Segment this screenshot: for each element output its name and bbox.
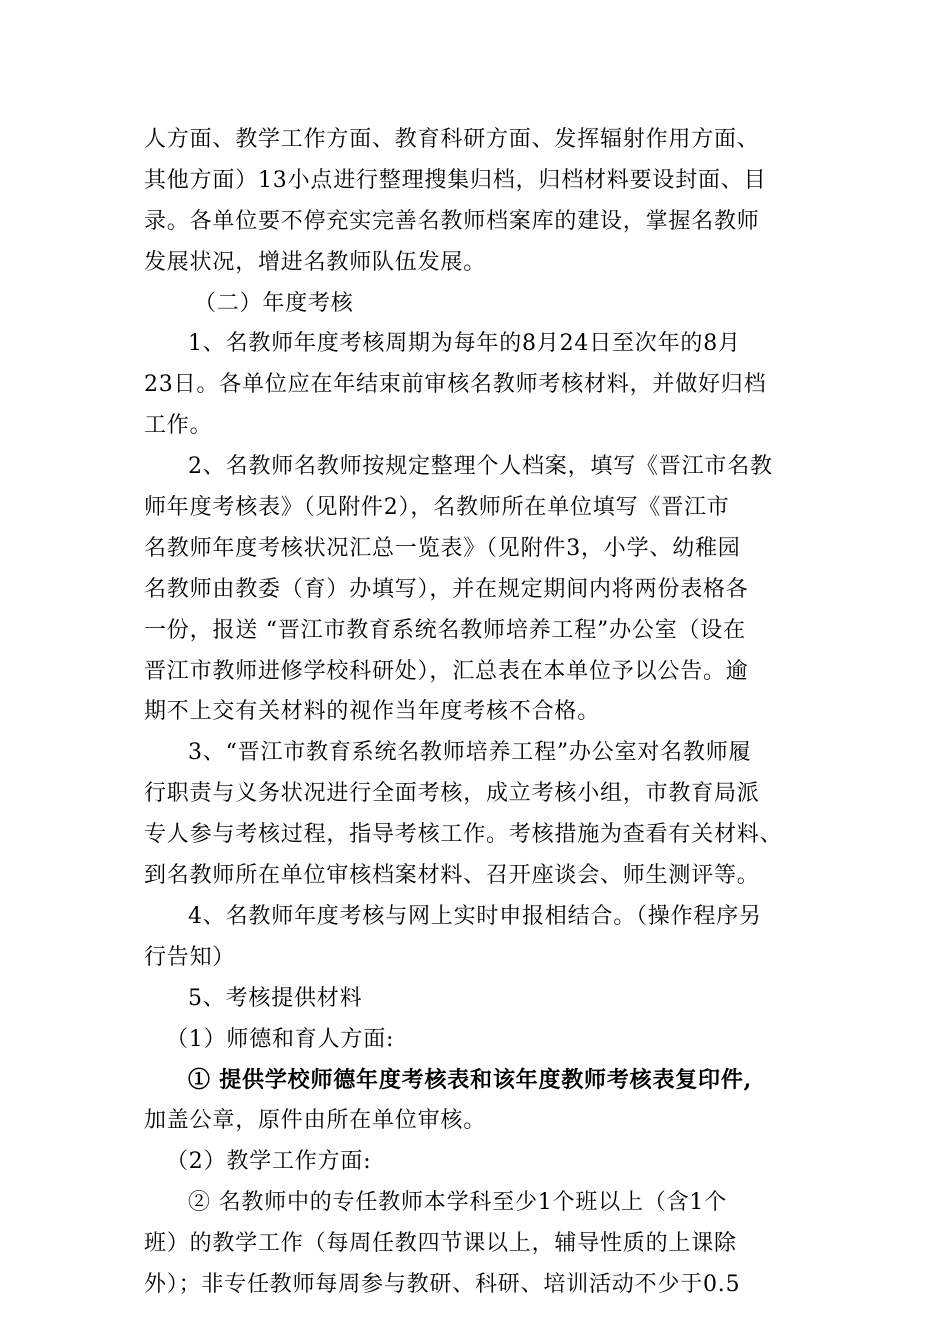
text-line: 名教师年度考核状况汇总一览表》（见附件3，小学、幼稚园 [144, 535, 741, 561]
text-line: 名教师由教委（育）办填写），并在规定期间内将两份表格各 [144, 576, 749, 602]
text-line: 外）；非专任教师每周参与教研、科研、培训活动不少于0.5 [144, 1271, 741, 1297]
text-line: 4、名教师年度考核与网上实时申报相结合。（操作程序另 [188, 903, 762, 929]
text-line: 其他方面）13小点进行整理搜集归档，归档材料要设封面、目 [144, 167, 767, 193]
text-line: 班）的教学工作（每周任教四节课以上，辅导性质的上课除 [144, 1231, 737, 1257]
text-line: 加盖公章，原件由所在单位审核。 [144, 1108, 487, 1134]
text-line: 晋江市教师进修学校科研处），汇总表在本单位予以公告。逾 [144, 658, 749, 684]
text-line: 工作。 [144, 413, 213, 439]
text-line: 行告知） [144, 944, 236, 970]
text-line: 23日。各单位应在年结束前审核名教师考核材料，并做好归档 [144, 372, 767, 398]
section-heading: （二）年度考核 [194, 290, 354, 316]
text-line: 行职责与义务状况进行全面考核，成立考核小组，市教育局派 [144, 781, 760, 807]
text-line: 专人参与考核过程，指导考核工作。考核措施为查看有关材料、 [144, 822, 783, 848]
text-line: 录。各单位要不停充实完善名教师档案库的建设，掌握名教师 [144, 208, 760, 234]
text-line: ② 名教师中的专任教师本学科至少1个班以上（含1个 [188, 1190, 727, 1216]
text-line: 师年度考核表》（见附件2），名教师所在单位填写《晋江市 [144, 495, 730, 521]
text-line: 1、名教师年度考核周期为每年的8月24日至次年的8月 [188, 331, 741, 357]
text-line: 3、“晋江市教育系统名教师培养工程”办公室对名教师履 [188, 740, 752, 766]
document-body [144, 120, 812, 1306]
text-line: 人方面、教学工作方面、教育科研方面、发挥辐射作用方面、 [144, 127, 760, 152]
subsection-heading: 5、考核提供材料 [188, 985, 363, 1011]
text-line: 2、名教师名教师按规定整理个人档案，填写《晋江市名教 [188, 454, 773, 480]
text-line: 一份，报送 “晋江市教育系统名教师培养工程”办公室（设在 [144, 617, 746, 643]
text-line: 发展状况，增进名教师队伍发展。 [144, 249, 487, 275]
text-line: 到名教师所在单位审核档案材料、召开座谈会、师生测评等。 [144, 863, 760, 889]
subsection-heading: （2）教学工作方面: [166, 1149, 372, 1175]
text-line: 期不上交有关材料的视作当年度考核不合格。 [144, 699, 601, 725]
subsection-heading: （1）师德和育人方面: [166, 1026, 395, 1052]
bold-text-line: ① 提供学校师德年度考核表和该年度教师考核表复印件, [188, 1067, 753, 1094]
